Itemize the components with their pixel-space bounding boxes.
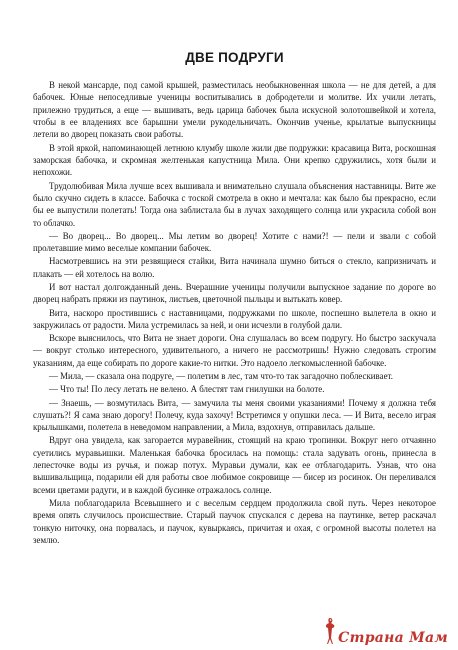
document-title: ДВЕ ПОДРУГИ bbox=[185, 50, 284, 65]
paragraph: — Знаешь, — возмутилась Вита, — замучила ты меня своими указаниями! Почему я должна тебя слушать?! Я сама знаю дорогу! Полечу, куда захочу! Встретимся у опушки леса. — И Вита, весело играя крылышками, полетела в неведомом направлении, а Мила, вздохнув, отправилась дальше. bbox=[33, 397, 436, 433]
paragraph: Вскоре выяснилось, что Вита не знает дороги. Она слушалась во всем подругу. Но быстро заскучала — вокруг столько интересного, удивительного, а ничего не рассмотришь! Нужно следовать строгим указаниям, да еще собирать по дороге какие-то нитки. Это надоело легкомысленной бабочке. bbox=[33, 333, 436, 368]
document-body bbox=[33, 79, 436, 546]
paragraph: И вот настал долгожданный день. Вчерашние ученицы получили выпускное задание по дороге во дворец набрать пряжи из паутинок, листьев, цветочной пыльцы и вытькать ковер. bbox=[33, 281, 436, 305]
paragraph: Вдруг она увидела, как загорается муравейник, стоящий на краю тропинки. Вокруг него отчаянно суетились муравьишки. Маленькая бабочка бросилась на помощь: стала задувать огонь, принесла в лепесточке воды из ручья, и пожар потух. Муравьи думали, как ее отблагодарить. Узнав, что она вышивальщица, подарили ей для работы свое любимое сокровище — бисер из росинок. Он переливался всеми цветами радуги, и в каждой бусинке отражалось солнце. bbox=[33, 435, 436, 495]
paragraph: — Что ты! По лесу летать не велено. А блестят там гнилушки на болоте. bbox=[49, 384, 325, 395]
site-watermark bbox=[323, 616, 448, 646]
paragraph: В этой яркой, напоминающей летнюю клумбу школе жили две подружки: красавица Вита, роскошная заморская бабочка, и скромная желтенькая капустница Мила. Они крепко сдружились, хотя были и непохожи. bbox=[33, 142, 436, 178]
paragraph: — Мила, — сказала она подруге, — полетим в лес, там что-то так загадочно поблескивает. bbox=[49, 371, 393, 382]
paragraph: В некой мансарде, под самой крышей, разместилась необыкновенная школа — не для детей, а для бабочек. Юные непоседливые ученицы воспитывались в добродетели и молитве. Их учили летать, прилежно трудиться, а еще — вышивать, ведь царица бабочек была искусной золотошвейкой и хотела, чтобы в ее владениях все барышни умели рукодельничать. Окончив ученье, крылатые выпускницы летели во дворец показать свои работы. bbox=[33, 80, 436, 140]
paragraph: Вита, наскоро простившись с наставницами, подружками по школе, поспешно вылетела в окно и закружилась от радости. Мила устремилась за ней, и они исчезли в голубой дали. bbox=[33, 307, 436, 330]
paragraph: Трудолюбивая Мила лучше всех вышивала и внимательно слушала объяснения наставницы. Вите же было скучно сидеть в классе. Бабочка с тоской смотрела в окно и мечтала: как было бы прекрасно, если бы ее выпустили полетать! Тогда она заблистала бы в лучах заходящего солнца или украсила собой вон то облачко. bbox=[33, 180, 436, 228]
watermark-text: Страна Мам bbox=[338, 630, 448, 646]
paragraph: — Во дворец... Во дворец... Мы летим во дворец! Хотите с нами?! — пели и звали с собой пролетавшие мимо веселые компании бабочек. bbox=[33, 230, 436, 254]
stork-logo-icon bbox=[323, 616, 337, 646]
paragraph: Насмотревшись на эти резвящиеся стайки, Вита начинала шумно биться о стекло, капризничать и плакать — ей хотелось на волю. bbox=[33, 256, 436, 279]
paragraph: Мила поблагодарила Всевышнего и с веселым сердцем продолжила свой путь. Через некоторое время опять случилось происшествие. Старый паучок спускался с дерева на паутинке, ветер раскачал тонкую ниточку, она порвалась, и паучок, кувыркаясь, причитая и охая, с огромной высоты полетел на землю. bbox=[33, 498, 436, 546]
